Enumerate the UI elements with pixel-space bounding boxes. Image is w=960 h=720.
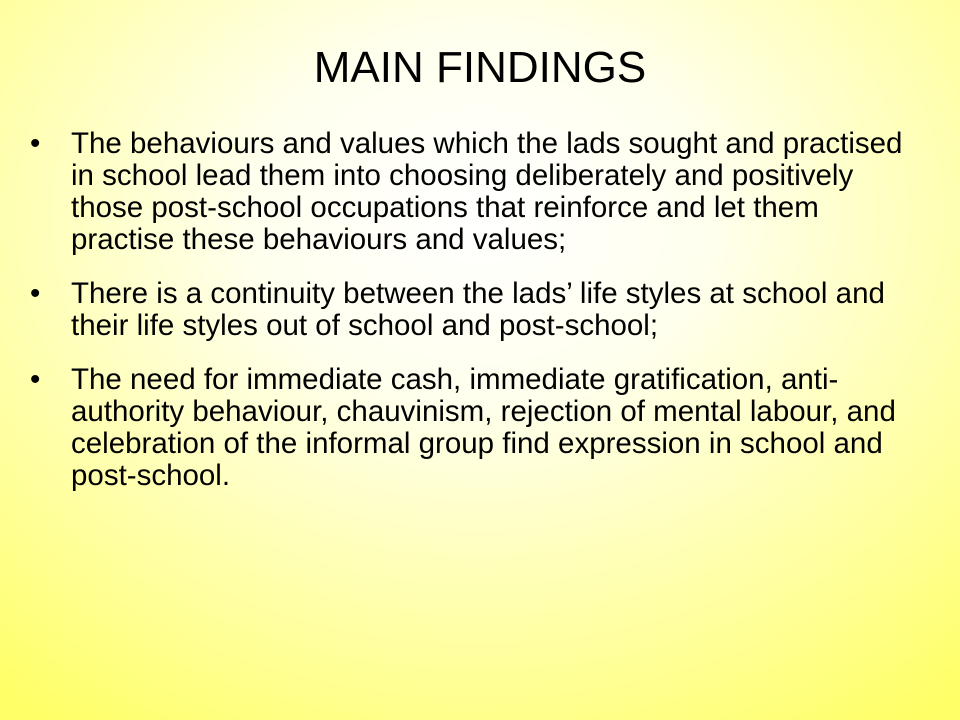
slide-title: MAIN FINDINGS: [313, 43, 647, 92]
bullet-item: [30, 128, 910, 256]
bullet-text: There is a continuity between the lads’ life styles at school and their life styles out of school and post-school;: [71, 277, 885, 342]
bullet-list: [30, 128, 910, 514]
bullet-dot-icon: •: [30, 277, 41, 310]
bullet-item: [30, 364, 910, 492]
bullet-dot-icon: •: [30, 127, 41, 160]
bullet-item: [30, 278, 910, 342]
bullet-dot-icon: •: [30, 363, 41, 396]
bullet-text: The need for immediate cash, immediate gratification, anti-authority behaviour, chauvinism, rejection of mental labour, and celebration of the informal group find expression in school and post-school.: [71, 363, 896, 492]
bullet-text: The behaviours and values which the lads sought and practised in school lead them into choosing deliberately and positively those post-school occupations that reinforce and let them practise these behaviours and values;: [71, 127, 903, 256]
